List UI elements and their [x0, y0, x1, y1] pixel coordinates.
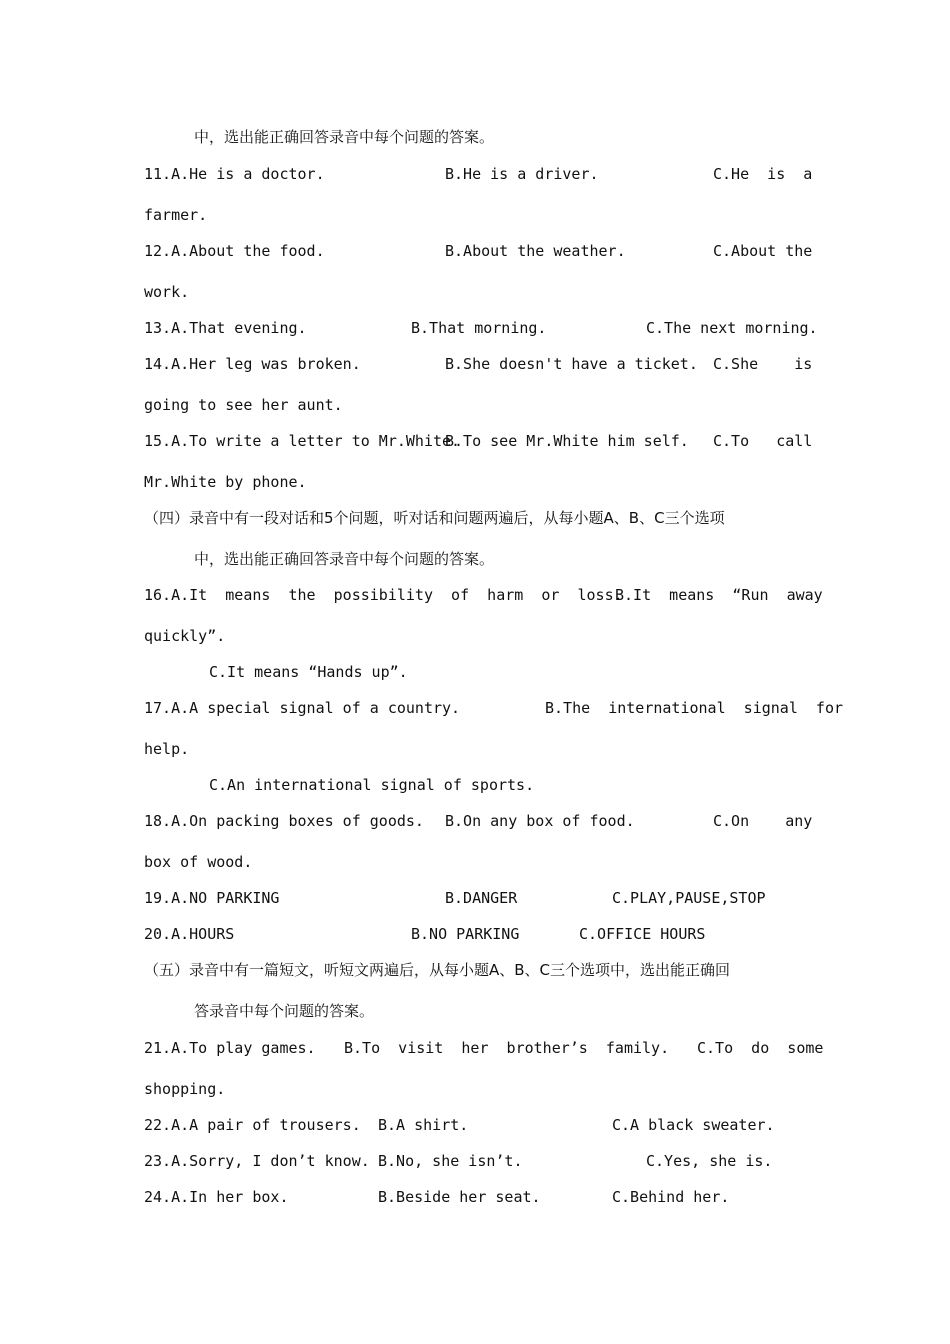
q14-option-c: C.She is: [713, 355, 813, 373]
q11-option-b: B.He is a driver.: [445, 165, 599, 183]
q21-option-c-continued: shopping.: [144, 1080, 226, 1098]
part3-instruction-continued: 中，选出能正确回答录音中每个问题的答案。: [194, 128, 495, 146]
q15-option-c-continued: Mr.White by phone.: [144, 473, 307, 491]
q11-option-c-continued: farmer.: [144, 206, 208, 224]
q16-option-b-continued: quickly”.: [144, 627, 226, 645]
q16-option-b: B.It means “Run away: [615, 586, 823, 604]
part5-instruction-line1: （五）录音中有一篇短文，听短文两遍后，从每小题A、B、C三个选项中，选出能正确回: [144, 961, 731, 979]
q23-option-b: B.No, she isn’t.: [378, 1152, 523, 1170]
q13-option-c: C.The next morning.: [646, 319, 818, 337]
q17-option-a: 17.A.A special signal of a country.: [144, 699, 461, 717]
q19-option-a: 19.A.NO PARKING: [144, 889, 280, 907]
q20-option-a: 20.A.HOURS: [144, 925, 235, 943]
q22-option-c: C.A black sweater.: [612, 1116, 775, 1134]
q14-option-a: 14.A.Her leg was broken.: [144, 355, 361, 373]
q13-option-a: 13.A.That evening.: [144, 319, 307, 337]
part5-instruction-line2: 答录音中每个问题的答案。: [194, 1002, 375, 1020]
q18-option-a: 18.A.On packing boxes of goods.: [144, 812, 424, 830]
q22-option-a: 22.A.A pair of trousers.: [144, 1116, 361, 1134]
q18-option-c: C.On any: [713, 812, 813, 830]
q22-option-b: B.A shirt.: [378, 1116, 469, 1134]
part4-instruction-line2: 中，选出能正确回答录音中每个问题的答案。: [194, 550, 495, 568]
part4-instruction-line1: （四）录音中有一段对话和5个问题，听对话和问题两遍后，从每小题A、B、C三个选项: [144, 509, 725, 527]
q24-option-b: B.Beside her seat.: [378, 1188, 541, 1206]
q11-option-a: 11.A.He is a doctor.: [144, 165, 325, 183]
q19-option-b: B.DANGER: [445, 889, 518, 907]
q19-option-c: C.PLAY,PAUSE,STOP: [612, 889, 766, 907]
q24-option-a: 24.A.In her box.: [144, 1188, 289, 1206]
q13-option-b: B.That morning.: [411, 319, 547, 337]
q20-option-b: B.NO PARKING: [411, 925, 520, 943]
q23-option-a: 23.A.Sorry, I don’t know.: [144, 1152, 370, 1170]
q24-option-c: C.Behind her.: [612, 1188, 730, 1206]
q17-option-b: B.The international signal for: [545, 699, 844, 717]
q15-option-b: B.To see Mr.White him self.: [445, 432, 689, 450]
q20-option-c: C.OFFICE HOURS: [579, 925, 706, 943]
q15-option-a: 15.A.To write a letter to Mr.White.: [144, 432, 461, 450]
q21-option-a: 21.A.To play games.: [144, 1039, 316, 1057]
q23-option-c: C.Yes, she is.: [646, 1152, 773, 1170]
q12-option-b: B.About the weather.: [445, 242, 626, 260]
q12-option-a: 12.A.About the food.: [144, 242, 325, 260]
q14-option-c-continued: going to see her aunt.: [144, 396, 343, 414]
q17-option-b-continued: help.: [144, 740, 190, 758]
q21-option-c: C.To do some: [697, 1039, 824, 1057]
q16-option-a: 16.A.It means the possibility of harm or loss.: [144, 586, 623, 604]
q11-option-c: C.He is a: [713, 165, 813, 183]
q17-option-c: C.An international signal of sports.: [209, 776, 535, 794]
q18-option-c-continued: box of wood.: [144, 853, 253, 871]
q21-option-b: B.To visit her brother’s family.: [344, 1039, 670, 1057]
q12-option-c-continued: work.: [144, 283, 190, 301]
q12-option-c: C.About the: [713, 242, 813, 260]
q18-option-b: B.On any box of food.: [445, 812, 635, 830]
q16-option-c: C.It means “Hands up”.: [209, 663, 408, 681]
q15-option-c: C.To call: [713, 432, 813, 450]
q14-option-b: B.She doesn't have a ticket.: [445, 355, 698, 373]
